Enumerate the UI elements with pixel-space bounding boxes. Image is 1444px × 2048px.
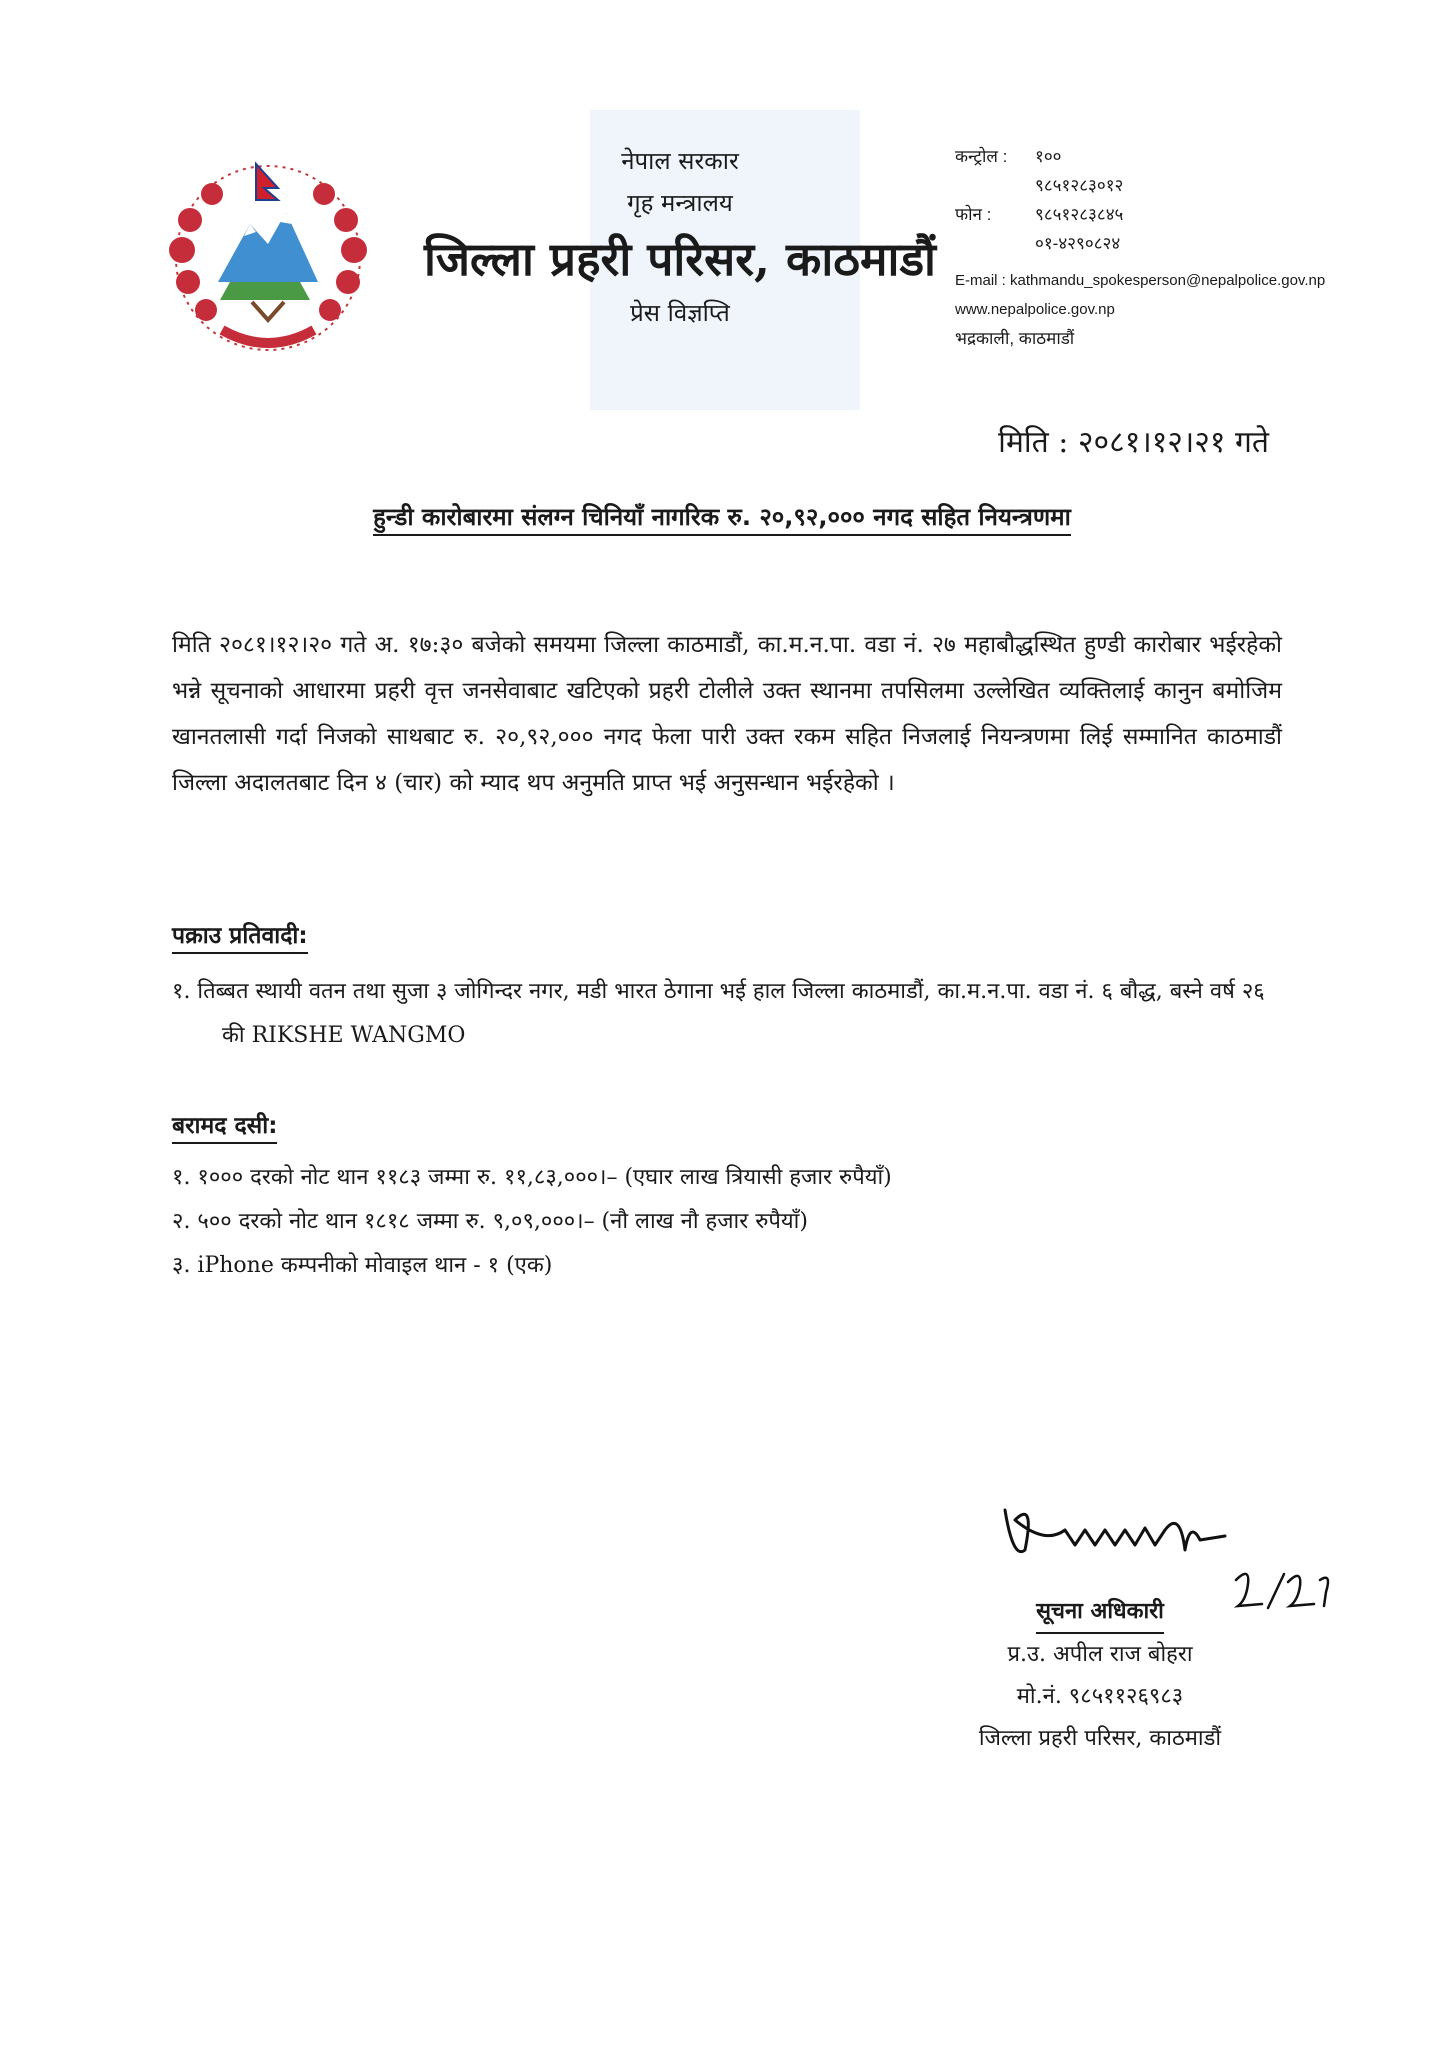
phone-1: ९८५१२८३०१२ bbox=[1035, 176, 1124, 195]
office-name: जिल्ला प्रहरी परिसर, काठमाडौं bbox=[424, 232, 936, 286]
signatory-mobile: मो.नं. ९८५११२६९८३ bbox=[1016, 1684, 1184, 1709]
subject-text: हुन्डी कारोबारमा संलग्न चिनियाँ नागरिक रु. २०,९२,००० नगद सहित नियन्त्रणमा bbox=[373, 503, 1071, 536]
office-address: भद्रकाली, काठमाडौं bbox=[955, 329, 1075, 348]
government-name: नेपाल सरकार bbox=[621, 147, 739, 175]
signature-block bbox=[940, 1590, 1260, 1760]
signatory-title: सूचना अधिकारी bbox=[1036, 1590, 1164, 1634]
list-item: १. १००० दरको नोट थान ११८३ जम्मा रु. ११,८३,०००।– (एघार लाख त्रियासी हजार रुपैयाँ) bbox=[172, 1165, 892, 1190]
body-paragraph: मिति २०८१।१२।२० गते अ. १७:३० बजेको समयमा जिल्ला काठमाडौं, का.म.न.पा. वडा नं. २७ महाबौद्धस्थित हुण्डी कारोबार भईरहेको भन्ने सूचनाको आधारमा प्रहरी वृत्त जनसेवाबाट खटिएको प्रहरी टोलीले उक्त स्थानमा तपसिलमा उल्लेखित व्यक्तिलाई कानुन बमोजिम खानतलासी गर्दा निजको साथबाट रु. २०,९२,००० नगद फेला पारी उक्त रकम सहित निजलाई नियन्त्रणमा लिई सम्मानित काठमाडौं जिल्ला अदालतबाट दिन ४ (चार) को म्याद थप अनुमति प्राप्त भई अनुसन्धान भईरहेको । bbox=[172, 632, 1282, 796]
phone-row bbox=[955, 200, 1325, 229]
accused-title: पक्राउ प्रतिवादी: bbox=[172, 918, 308, 954]
contact-block bbox=[955, 142, 1325, 353]
signatory-office: जिल्ला प्रहरी परिसर, काठमाडौं bbox=[978, 1726, 1222, 1751]
letterhead bbox=[360, 140, 1000, 334]
recovered-list bbox=[172, 1156, 1292, 1288]
list-item: २. ५०० दरको नोट थान १८१८ जम्मा रु. ९,०९,०००।– (नौ लाख नौ हजार रुपैयाँ) bbox=[172, 1209, 808, 1234]
control-value: १०० bbox=[1035, 147, 1062, 166]
list-item: ३. iPhone कम्पनीको मोवाइल थान - १ (एक) bbox=[172, 1253, 553, 1278]
signatory-name: प्र.उ. अपील राज बोहरा bbox=[1007, 1642, 1193, 1667]
signature-image bbox=[985, 1490, 1235, 1575]
phone-3: ०१-४२९०८२४ bbox=[1035, 234, 1121, 253]
subject-line bbox=[150, 500, 1294, 533]
recovered-section bbox=[172, 1108, 1292, 1288]
document-date: मिति : २०८१।१२।२१ गते bbox=[998, 425, 1269, 460]
ministry-name: गृह मन्त्रालय bbox=[627, 189, 733, 217]
email-link[interactable]: E-mail : kathmandu_spokesperson@nepalpolice.gov.np bbox=[955, 272, 1326, 289]
recovered-title: बरामद दसी: bbox=[172, 1108, 277, 1144]
website-link[interactable]: www.nepalpolice.gov.np bbox=[955, 301, 1115, 318]
nepal-emblem-icon bbox=[160, 160, 376, 356]
control-row bbox=[955, 142, 1325, 171]
phone-label: फोन : bbox=[955, 205, 992, 224]
phone-2: ९८५१२८३८४५ bbox=[1035, 205, 1124, 224]
list-item: १. तिब्बत स्थायी वतन तथा सुजा ३ जोगिन्दर नगर, मडी भारत ठेगाना भई हाल जिल्ला काठमाडौं, का.म.न.पा. वडा नं. ६ बौद्ध, बस्ने वर्ष २६ की RIKSHE WANGMO bbox=[172, 979, 1265, 1048]
accused-section bbox=[172, 918, 1292, 1058]
document-type: प्रेस विज्ञप्ति bbox=[630, 299, 730, 327]
accused-list bbox=[172, 970, 1292, 1058]
control-label: कन्ट्रोल : bbox=[955, 147, 1008, 166]
